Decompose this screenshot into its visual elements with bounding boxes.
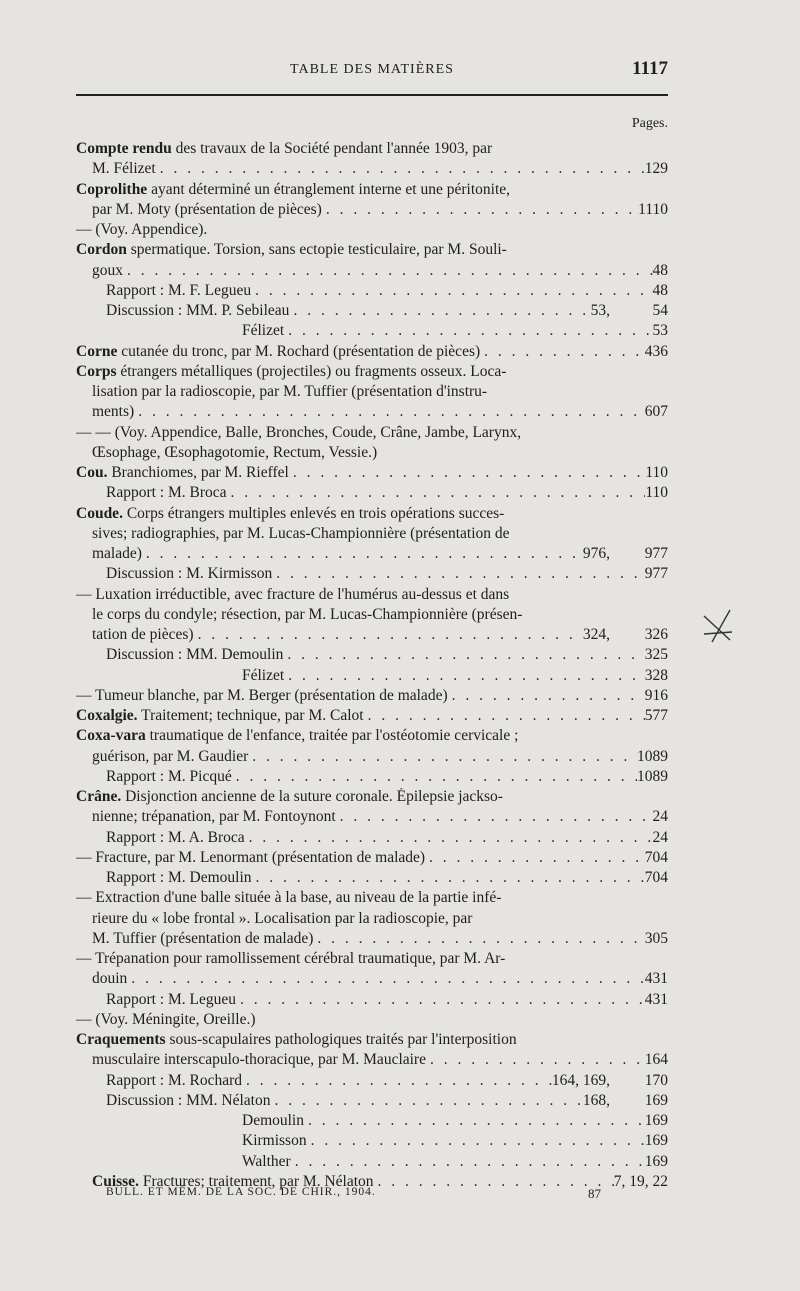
page-reference: 53 bbox=[652, 322, 668, 340]
dot-leader bbox=[425, 849, 645, 867]
index-line-text: Walther bbox=[242, 1152, 291, 1170]
index-line bbox=[76, 606, 668, 626]
page-reference: 110 bbox=[645, 484, 668, 502]
index-line-text: Coprolithe ayant déterminé un étranglement interne et une péritonite, bbox=[76, 180, 511, 198]
index-line-text: Discussion : MM. Demoulin bbox=[106, 646, 284, 664]
page-reference: 607 bbox=[644, 403, 668, 421]
page-reference: 168, bbox=[582, 1091, 610, 1109]
dot-leader bbox=[156, 160, 645, 178]
dot-leader bbox=[251, 282, 652, 300]
dot-leader bbox=[127, 970, 644, 988]
index-line-text: sives; radiographies, par M. Lucas-Championnière (présentation de bbox=[92, 524, 510, 542]
page-reference: 704 bbox=[644, 848, 668, 866]
index-line-text: Rapport : M. Demoulin bbox=[106, 869, 252, 886]
index-line bbox=[76, 201, 668, 221]
page-reference: 169 bbox=[644, 1132, 668, 1150]
index-line bbox=[76, 1153, 668, 1173]
dot-leader bbox=[291, 1153, 645, 1171]
index-line bbox=[76, 991, 668, 1011]
page-reference: 48 bbox=[652, 261, 668, 279]
index-line bbox=[76, 667, 668, 687]
index-line-text: Félizet bbox=[242, 666, 285, 684]
index-line-text: Rapport : M. Legueu bbox=[106, 990, 237, 1008]
index-line bbox=[76, 1072, 668, 1092]
index-line bbox=[76, 646, 668, 666]
index-line-text: malade) bbox=[92, 545, 142, 562]
index-line bbox=[76, 424, 668, 444]
page-reference: 436 bbox=[644, 342, 668, 360]
page-reference: 53, bbox=[590, 302, 610, 319]
page-reference: 431 bbox=[644, 970, 668, 988]
index-line bbox=[76, 869, 668, 889]
dot-leader bbox=[194, 626, 583, 644]
handwritten-mark bbox=[700, 606, 736, 646]
page-reference: 977 bbox=[644, 565, 668, 583]
index-line bbox=[76, 322, 668, 342]
index-line-text: rieure du « lobe frontal ». Localisation par la radioscopie, par bbox=[92, 909, 473, 927]
page-reference: 328 bbox=[644, 666, 668, 684]
index-line-text: — (Voy. Méningite, Oreille.) bbox=[76, 1010, 256, 1028]
index-line bbox=[76, 808, 668, 828]
index-line-text: lisation par la radioscopie, par M. Tuffier (présentation d'instru- bbox=[92, 383, 488, 400]
index-line bbox=[76, 444, 668, 464]
index-line bbox=[76, 889, 668, 909]
index-line bbox=[76, 849, 668, 869]
page-reference: 324, bbox=[582, 626, 610, 643]
index-line bbox=[76, 768, 668, 788]
running-header bbox=[76, 58, 668, 88]
index-line-text: Compte rendu des travaux de la Société pendant l'année 1903, par bbox=[76, 140, 493, 157]
index-line bbox=[76, 1112, 668, 1132]
index-line-text: Corne cutanée du tronc, par M. Rochard (présentation de pièces) bbox=[76, 342, 481, 360]
page-reference: 1110 bbox=[638, 200, 668, 218]
dot-leader bbox=[270, 1092, 582, 1110]
index-line-text: musculaire interscapulo-thoracique, par M. Mauclaire bbox=[92, 1051, 426, 1069]
page-reference: 305 bbox=[644, 929, 668, 947]
index-line-text: — Trépanation pour ramollissement cérébral traumatique, par M. Ar- bbox=[76, 950, 506, 967]
index-line bbox=[76, 586, 668, 606]
index-line-text: Cou. Branchiomes, par M. Rieffel bbox=[76, 464, 289, 481]
index-line bbox=[76, 403, 668, 423]
index-line bbox=[76, 262, 668, 282]
index-line-text: Cordon spermatique. Torsion, sans ectopie testiculaire, par M. Souli- bbox=[76, 241, 507, 259]
dot-leader bbox=[284, 322, 652, 340]
index-line bbox=[76, 1092, 668, 1112]
index-line bbox=[76, 788, 668, 808]
index-line bbox=[76, 181, 668, 201]
index-line bbox=[76, 464, 668, 484]
index-line-text: Discussion : MM. P. Sebileau bbox=[106, 302, 290, 319]
dot-leader bbox=[304, 1112, 645, 1130]
index-line-text: Kirmisson bbox=[242, 1132, 307, 1150]
page-reference-second: 169 bbox=[644, 1091, 668, 1109]
index-line-text: Rapport : M. Picqué bbox=[106, 767, 232, 785]
index-line bbox=[76, 829, 668, 849]
dot-leader bbox=[123, 262, 653, 280]
index-line-text: Œsophage, Œsophagotomie, Rectum, Vessie.) bbox=[92, 443, 378, 461]
page-reference-second: 977 bbox=[644, 545, 668, 562]
dot-leader bbox=[336, 808, 653, 826]
index-line-text: Corps étrangers métalliques (projectiles) ou fragments osseux. Loca- bbox=[76, 362, 507, 380]
index-line bbox=[76, 343, 668, 363]
index-line bbox=[76, 565, 668, 585]
index-line bbox=[76, 1031, 668, 1051]
index-line bbox=[76, 484, 668, 504]
index-line bbox=[76, 383, 668, 403]
page-reference: 169 bbox=[644, 1112, 668, 1129]
index-line-text: — (Voy. Appendice). bbox=[76, 221, 208, 238]
index-line bbox=[76, 1011, 668, 1031]
header-title: TABLE DES MATIÈRES bbox=[290, 62, 454, 77]
index-line bbox=[76, 525, 668, 545]
page-reference: 129 bbox=[644, 160, 668, 178]
index-line bbox=[76, 302, 668, 322]
index-line-text: Coude. Corps étrangers multiples enlevés en trois opérations succes- bbox=[76, 504, 505, 522]
index-line-text: Cuisse. Fractures; traitement, par M. Nélaton bbox=[92, 1172, 374, 1190]
index-line-text: Coxalgie. Traitement; technique, par M. Calot bbox=[76, 707, 364, 724]
index-line bbox=[76, 727, 668, 747]
page-reference: 24 bbox=[652, 828, 668, 846]
dot-leader bbox=[374, 1173, 614, 1191]
dot-leader bbox=[480, 343, 645, 361]
dot-leader bbox=[283, 646, 644, 664]
header-rule bbox=[76, 94, 668, 96]
pages-column-label: Pages. bbox=[631, 116, 668, 131]
index-line-text: Félizet bbox=[242, 322, 285, 340]
dot-leader bbox=[289, 302, 590, 320]
index-line-text: Discussion : MM. Nélaton bbox=[106, 1091, 271, 1109]
index-line bbox=[76, 1132, 668, 1152]
page-reference: 24 bbox=[652, 808, 668, 826]
index-line bbox=[76, 545, 668, 565]
index-line bbox=[76, 1051, 668, 1071]
dot-leader bbox=[272, 565, 645, 583]
index-line bbox=[76, 221, 668, 241]
index-line-text: Rapport : M. F. Legueu bbox=[106, 281, 252, 299]
index-line-text: goux bbox=[92, 261, 123, 279]
page-reference: 577 bbox=[644, 707, 668, 724]
dot-leader bbox=[242, 1072, 552, 1090]
dot-leader bbox=[448, 687, 645, 705]
index-line bbox=[76, 970, 668, 990]
index-line-text: M. Félizet bbox=[92, 160, 156, 178]
dot-leader bbox=[284, 667, 645, 685]
dot-leader bbox=[322, 201, 638, 219]
dot-leader bbox=[307, 1132, 645, 1150]
index-line-text: — Luxation irréductible, avec fracture de l'humérus au-dessus et dans bbox=[76, 585, 510, 603]
page-reference: 976, bbox=[582, 545, 610, 562]
dot-leader bbox=[134, 403, 645, 421]
page-reference-second: 54 bbox=[652, 302, 668, 319]
header-page-number: 1117 bbox=[632, 58, 668, 79]
index-line-text: Rapport : M. Rochard bbox=[106, 1071, 243, 1089]
index-line-text: guérison, par M. Gaudier bbox=[92, 747, 249, 765]
index-line-text: Craquements sous-scapulaires pathologiques traités par l'interposition bbox=[76, 1031, 517, 1048]
index-line-text: Rapport : M. Broca bbox=[106, 484, 227, 502]
dot-leader bbox=[245, 829, 653, 847]
index-line-text: par M. Moty (présentation de pièces) bbox=[92, 200, 322, 218]
page-reference: 431 bbox=[644, 990, 668, 1008]
page-reference: 325 bbox=[644, 646, 668, 664]
index-line bbox=[76, 950, 668, 970]
index-line-text: — Extraction d'une balle située à la base, au niveau de la partie infé- bbox=[76, 889, 502, 907]
page-reference: 48 bbox=[652, 281, 668, 299]
index-line-text: Demoulin bbox=[242, 1112, 304, 1129]
dot-leader bbox=[236, 991, 645, 1009]
dot-leader bbox=[232, 768, 637, 786]
index-line bbox=[76, 160, 668, 180]
index-line-text: nienne; trépanation, par M. Fontoynont bbox=[92, 808, 336, 826]
index-line bbox=[76, 363, 668, 383]
page-reference: 169 bbox=[644, 1152, 668, 1170]
page-reference: 164, 169, bbox=[551, 1071, 610, 1089]
dot-leader bbox=[289, 464, 645, 482]
index-line bbox=[76, 687, 668, 707]
index-line bbox=[76, 626, 668, 646]
dot-leader bbox=[313, 930, 644, 948]
page-reference: 1089 bbox=[637, 767, 668, 785]
dot-leader bbox=[426, 1051, 645, 1069]
index-entries bbox=[76, 140, 668, 1193]
footer-signature: BULL. ET MÉM. DE LA SOC. DE CHIR., 1904. bbox=[106, 1186, 376, 1198]
index-line-text: Crâne. Disjonction ancienne de la suture coronale. Épilepsie jackso- bbox=[76, 788, 503, 805]
index-line-text: Coxa-vara traumatique de l'enfance, traitée par l'ostéotomie cervicale ; bbox=[76, 727, 519, 745]
index-line-text: M. Tuffier (présentation de malade) bbox=[92, 929, 314, 947]
dot-leader bbox=[142, 545, 583, 563]
page-reference: 110 bbox=[645, 464, 668, 481]
page-reference: 7, 19, 22 bbox=[613, 1172, 668, 1190]
page-reference: 916 bbox=[644, 686, 668, 704]
dot-leader bbox=[248, 748, 637, 766]
page-reference-second: 170 bbox=[644, 1071, 668, 1089]
dot-leader bbox=[227, 484, 646, 502]
page-reference-second: 326 bbox=[644, 626, 668, 643]
index-line-text: — Tumeur blanche, par M. Berger (présentation de malade) bbox=[76, 686, 448, 704]
page-reference: 704 bbox=[644, 869, 668, 886]
index-line bbox=[76, 282, 668, 302]
dot-leader bbox=[252, 869, 645, 887]
index-line-text: douin bbox=[92, 970, 128, 988]
index-line-text: — Fracture, par M. Lenormant (présentation de malade) bbox=[76, 848, 426, 866]
index-line bbox=[76, 140, 668, 160]
index-line bbox=[76, 910, 668, 930]
index-line-text: Rapport : M. A. Broca bbox=[106, 828, 245, 846]
index-line bbox=[76, 241, 668, 261]
page-reference: 1089 bbox=[637, 747, 668, 765]
page-reference: 164 bbox=[644, 1051, 668, 1069]
index-line-text: Discussion : M. Kirmisson bbox=[106, 565, 273, 583]
index-line bbox=[76, 505, 668, 525]
index-line-text: ments) bbox=[92, 403, 135, 421]
index-line bbox=[76, 930, 668, 950]
footer-folio: 87 bbox=[588, 1186, 601, 1201]
index-line-text: tation de pièces) bbox=[92, 626, 194, 643]
dot-leader bbox=[364, 707, 645, 725]
index-line-text: — — (Voy. Appendice, Balle, Bronches, Coude, Crâne, Jambe, Larynx, bbox=[76, 423, 522, 441]
index-line bbox=[76, 748, 668, 768]
index-line bbox=[76, 707, 668, 727]
index-line-text: le corps du condyle; résection, par M. Lucas-Championnière (présen- bbox=[92, 605, 523, 623]
